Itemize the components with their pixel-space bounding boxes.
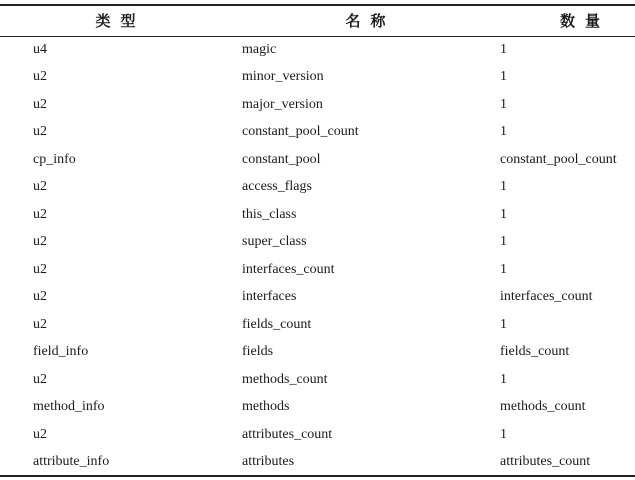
cell-type: u2 — [33, 426, 47, 442]
cell-count: 1 — [500, 261, 507, 277]
cell-count: interfaces_count — [500, 289, 593, 305]
cell-count: attributes_count — [500, 449, 635, 477]
cell-count: 1 — [500, 426, 507, 442]
cell-name: fields_count — [242, 316, 312, 332]
header-type: 类型 — [0, 5, 241, 36]
cell-type: u4 — [33, 42, 47, 57]
table-body — [0, 36, 635, 476]
cell-name: interfaces — [242, 289, 297, 305]
cell-count: constant_pool_count — [500, 151, 617, 167]
header-row — [0, 5, 635, 36]
cell-type: method_info — [33, 399, 105, 415]
table-row — [0, 64, 635, 92]
cell-name: minor_version — [242, 69, 324, 85]
table-row — [0, 421, 635, 449]
cell-count: fields_count — [500, 344, 570, 360]
cell-type: u2 — [33, 316, 47, 332]
cell-count: 1 — [500, 316, 507, 332]
table-row — [0, 229, 635, 257]
cell-type: u2 — [33, 124, 47, 140]
table-row — [0, 339, 635, 367]
cell-name: attributes — [241, 449, 500, 477]
cell-type: u2 — [33, 289, 47, 305]
cell-count: 1 — [500, 124, 507, 140]
cell-type: u2 — [33, 261, 47, 277]
cell-name: interfaces_count — [242, 261, 335, 277]
table-row — [0, 366, 635, 394]
cell-type: field_info — [33, 344, 89, 360]
cell-type: u2 — [33, 371, 47, 387]
cell-type: attribute_info — [0, 449, 241, 477]
cell-type: u2 — [33, 179, 47, 195]
cell-name: methods — [242, 399, 290, 415]
cell-count: methods_count — [500, 399, 586, 415]
cell-type: u2 — [33, 206, 47, 222]
cell-count: 1 — [500, 206, 507, 222]
cell-count: 1 — [500, 96, 507, 112]
table-row — [0, 146, 635, 174]
cell-type: u2 — [33, 234, 47, 250]
cell-count: 1 — [500, 42, 507, 57]
cell-name: attributes_count — [242, 426, 333, 442]
cell-count: 1 — [500, 234, 507, 250]
table-row — [0, 394, 635, 422]
table-header — [0, 5, 635, 36]
cell-name: fields — [242, 344, 274, 360]
header-count: 数量 — [500, 5, 635, 36]
cell-name: constant_pool_count — [242, 124, 359, 140]
table-row — [0, 284, 635, 312]
table-row — [0, 201, 635, 229]
cell-count: 1 — [500, 179, 507, 195]
class-file-structure-table — [0, 4, 635, 477]
cell-count: 1 — [500, 371, 507, 387]
cell-name: major_version — [242, 96, 323, 112]
cell-name: access_flags — [242, 179, 312, 195]
cell-type: cp_info — [33, 151, 76, 167]
table-row — [0, 91, 635, 119]
cell-name: magic — [242, 42, 277, 57]
cell-name: this_class — [242, 206, 297, 222]
table-row — [0, 36, 635, 64]
table-row — [0, 119, 635, 147]
header-name: 名称 — [241, 5, 500, 36]
cell-name: constant_pool — [242, 151, 321, 167]
cell-name: super_class — [242, 234, 307, 250]
cell-name: methods_count — [242, 371, 328, 387]
table-row — [0, 311, 635, 339]
table-row — [0, 256, 635, 284]
table-row — [0, 174, 635, 202]
cell-count: 1 — [500, 69, 507, 85]
table-row — [0, 449, 635, 477]
cell-type: u2 — [33, 96, 47, 112]
cell-type: u2 — [33, 69, 47, 85]
